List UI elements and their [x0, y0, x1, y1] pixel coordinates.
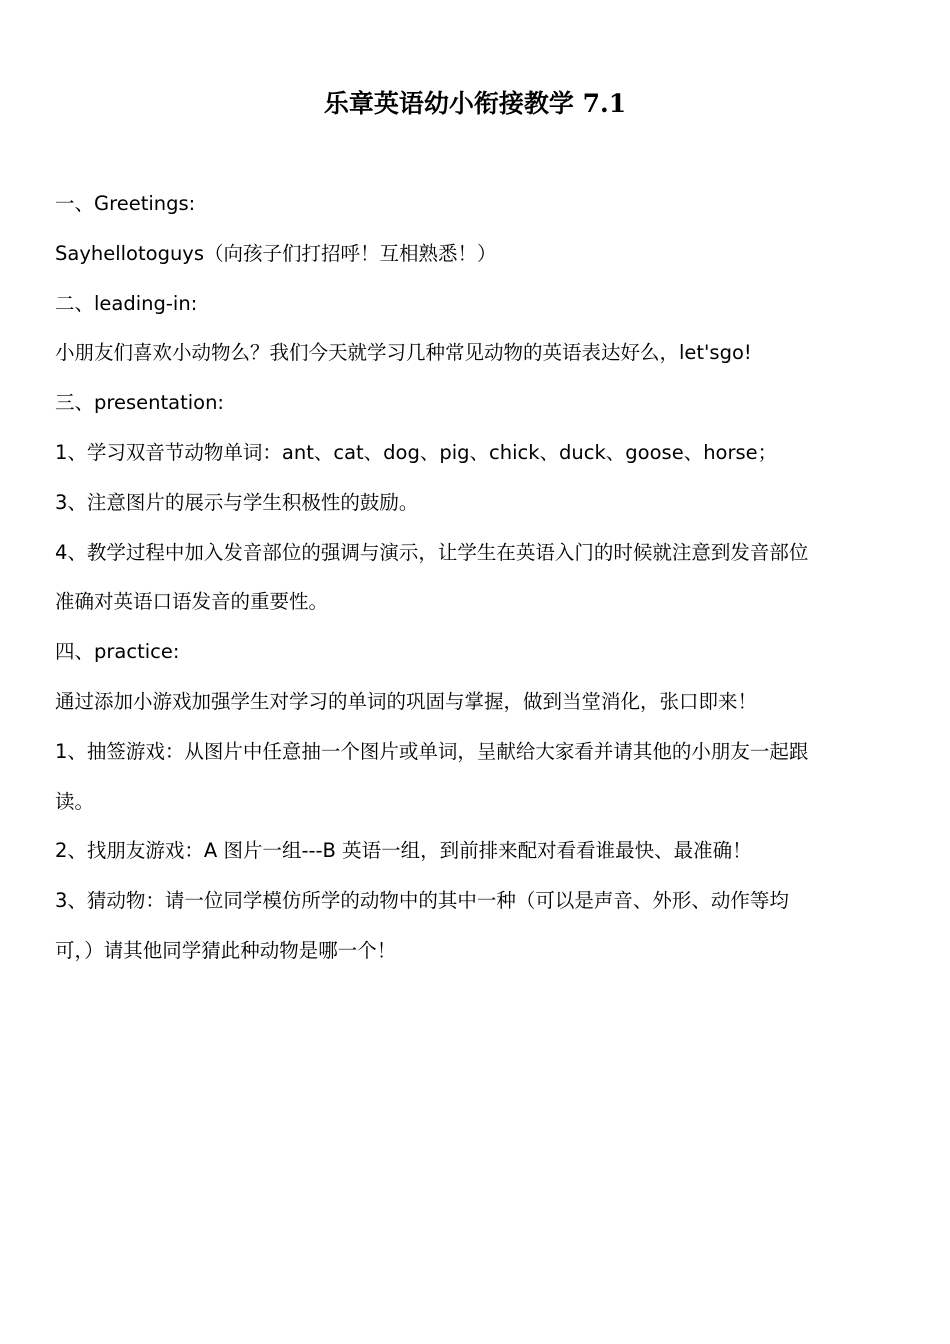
- document-title: 乐章英语幼小衔接教学 7.1: [323, 89, 627, 118]
- practice-intro-text: 通过添加小游戏加强学生对学习的单词的巩固与掌握，做到当堂消化，张口即来！: [55, 689, 758, 713]
- practice-item-3: 3、猜动物：请一位同学模仿所学的动物中的其中一种（可以是声音、外形、动作等均: [55, 889, 789, 913]
- section-heading-leading-in: 二、leading-in:: [55, 291, 198, 315]
- section-heading-practice: 四、practice:: [55, 640, 180, 664]
- greetings-text: Sayhellotoguys（向孩子们打招呼！互相熟悉！）: [55, 241, 497, 265]
- presentation-item-3: 3、注意图片的展示与学生积极性的鼓励。: [55, 490, 419, 514]
- presentation-item-4-continued: 准确对英语口语发音的重要性。: [55, 590, 329, 614]
- section-heading-greetings: 一、Greetings:: [55, 192, 196, 215]
- section-heading-presentation: 三、presentation:: [55, 391, 224, 415]
- leading-in-text: 小朋友们喜欢小动物么？我们今天就学习几种常见动物的英语表达好么，let'sgo!: [55, 341, 752, 365]
- practice-item-3-continued: 可，）请其他同学猜此种动物是哪一个！: [55, 938, 397, 962]
- presentation-item-4: 4、教学过程中加入发音部位的强调与演示，让学生在英语入门的时候就注意到发音部位: [55, 540, 809, 564]
- practice-item-2: 2、找朋友游戏：A 图片一组---B 英语一组，到前排来配对看看谁最快、最准确！: [55, 839, 752, 863]
- practice-item-1-continued: 读。: [55, 789, 95, 813]
- document-body: [55, 179, 885, 976]
- practice-item-1: 1、抽签游戏：从图片中任意抽一个图片或单词，呈献给大家看并请其他的小朋友一起跟: [55, 739, 809, 763]
- presentation-item-1: 1、学习双音节动物单词：ant、cat、dog、pig、chick、duck、goose、horse；: [55, 440, 778, 464]
